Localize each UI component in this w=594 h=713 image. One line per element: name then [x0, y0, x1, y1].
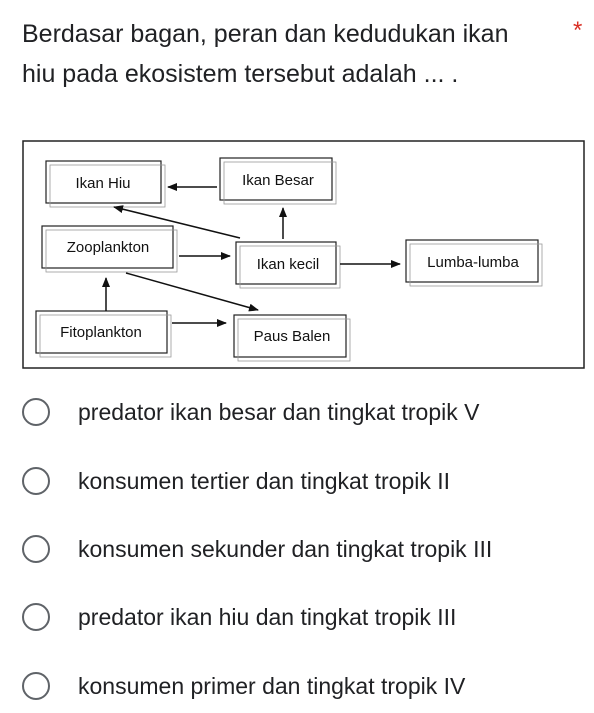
option-label: konsumen primer dan tingkat tropik IV: [78, 673, 466, 699]
radio-button[interactable]: [22, 398, 50, 426]
option-5[interactable]: [0, 662, 594, 710]
option-label: konsumen tertier dan tingkat tropik II: [78, 468, 451, 494]
option-1[interactable]: [0, 388, 594, 436]
node-label-lumba-lumba: Lumba-lumba: [427, 254, 519, 271]
node-label-ikan-hiu: Ikan Hiu: [75, 175, 131, 192]
option-3[interactable]: [0, 525, 594, 573]
node-fitoplankton: [36, 311, 171, 357]
option-label: predator ikan hiu dan tingkat tropik III: [78, 604, 457, 630]
radio-button[interactable]: [22, 672, 50, 700]
radio-button[interactable]: [22, 603, 50, 631]
food-web-svg: [22, 140, 585, 369]
node-lumba-lumba: [406, 240, 542, 286]
node-label-ikan-kecil: Ikan kecil: [256, 256, 320, 273]
radio-button[interactable]: [22, 535, 50, 563]
radio-button[interactable]: [22, 467, 50, 495]
node-ikan-kecil: [236, 242, 340, 288]
food-web-diagram: [22, 140, 585, 369]
node-ikan-besar: [220, 158, 336, 204]
question-title: Berdasar bagan, peran dan kedudukan ikan hiu pada ekosistem tersebut adalah ... .: [22, 20, 509, 88]
option-label: konsumen sekunder dan tingkat tropik III: [78, 536, 493, 562]
option-4[interactable]: [0, 593, 594, 641]
node-label-paus-balen: Paus Balen: [253, 328, 331, 345]
node-ikan-hiu: [46, 161, 165, 207]
node-zooplankton: [42, 226, 177, 272]
node-label-fitoplankton: Fitoplankton: [60, 324, 142, 341]
option-label: predator ikan besar dan tingkat tropik V: [78, 399, 480, 425]
node-label-ikan-besar: Ikan Besar: [242, 172, 314, 189]
option-2[interactable]: [0, 457, 594, 505]
node-paus-balen: [234, 315, 350, 361]
required-marker: *: [573, 17, 583, 44]
node-label-zooplankton: Zooplankton: [66, 239, 150, 256]
